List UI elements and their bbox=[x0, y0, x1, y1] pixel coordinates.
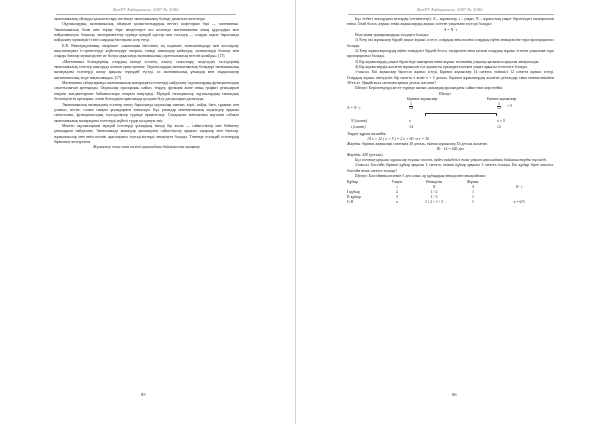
pipes-subheader-2: N bbox=[432, 185, 436, 190]
table-row-1-col-3: 1 bbox=[472, 190, 474, 195]
table-row-1-col-1: 2 bbox=[396, 190, 398, 195]
pipes-header-1: Уақыт bbox=[391, 180, 403, 185]
pipes-header-3: Жұмыс bbox=[466, 180, 480, 185]
example-1-text: 1-мысал. Екі жұмыскер бірлесіп жұмыс істеді. Бірінші жұмыскер 14 сағатта, екіншісі 12 сағатта жұмыс істеді. Олардың жұмыс өнімділігі бір сағатта x және x + 5 деталь. Бірінші жұмыскердің жасаған детальдар саны екіншісінікінен 30-ға аз. Әрқайсысы сағатына қанша деталь жасаған? bbox=[347, 70, 554, 86]
left-header-rule bbox=[56, 14, 236, 15]
left-paragraph-4: «Математика білімдерінің, олардың ішінде есептеу, өлшеу, салыстыру, модельдеу тәсілдерінің экономикалық есептер шығаруда алатын орны ерекше. Оқушылардың математикалық білімдері экономикалық мазмұндағы есептерді шешу арқылы тереңдей түседі, ал экономикалық ұғымдар мен заңдылықтар математикалық тілде нақтыланады» [17]. bbox=[54, 59, 239, 80]
right-paragraph-7: Бұл есептер арқылы оқушылар жұмыс көлемі, еңбек өнімділігі және уақыт арасындағы байланыстарды түсінеді. bbox=[355, 157, 548, 162]
left-paragraph-6: Экономикалық мазмұндағы есептер шешу барысында оқушылар шығын, кіріс, пайда, баға, сұраныс пен ұсыныс, несие, салым сияқты ұғымдармен танысады. Бұл ұғымдар математикалық модельдер арқылы сипатталып, функционалдық тәуелділіктер түрінде өрнектеледі. Сондықтан математика мұғалімі сабақта экономикалық мазмұндағы есептерді жүйелі түрде қолдануы тиіс. bbox=[54, 102, 239, 123]
list-item-1: 1) Егер екі жұмыскер бірдей уақыт жұмыс істесе, олардың өнім көлемі олардың еңбек өнімділігіне тура пропорционал болады. bbox=[347, 38, 554, 48]
pipes-header-0: Құбыр bbox=[347, 180, 359, 185]
pipes-table bbox=[347, 180, 554, 205]
solution-intro: Шешуі: Берілгендерді кесте түрінде жазып, жиындар арасындағы сәйкестікті көрсетейік: bbox=[355, 86, 504, 91]
table-row-3-col-2: 1 / 2 + 1 / 3 bbox=[425, 200, 443, 205]
list-item-2: 2) Егер жұмыскерлердің еңбек өнімділігі бірдей болса, өндірілген өнім көлемі олардың жұмыс істеген уақытына тура пропорционал болады. bbox=[347, 49, 554, 59]
mapping-t-label: t (сағат) bbox=[351, 124, 366, 129]
example-2-text: 2-мысал. Бассейн бірінші құбыр арқылы 2 сағатта, екінші құбыр арқылы 3 сағатта толады. Екі құбыр бірге ашылса, бассейн неше сағатта толады? bbox=[347, 163, 554, 173]
book-spine bbox=[295, 0, 296, 424]
table-row-2-col-1: 3 bbox=[396, 195, 398, 200]
mapping-plus-5: + 5 bbox=[507, 103, 513, 108]
table-row-1-col-2: 1 / 2 bbox=[430, 190, 438, 195]
pipes-subheader-3: A bbox=[471, 185, 475, 190]
correspondence-diagram bbox=[347, 92, 554, 142]
pipes-subheader-4: N · t bbox=[515, 185, 523, 190]
left-paragraph-3: Е.В. Виноградованың пікірінше: «экономика негізінен, ең алдымен, тыныштандыру мен жоспарлау мақсатындағы іс-әрекеттерді жүйелендіре отырып, тиімді шешімдер қабылдау, нәтижелерді болжау мен оларды бағалау мүмкіндігіне ие болуы арқасында экономикалық сауаттылықтың негізін қалайды» [17]. bbox=[54, 43, 239, 59]
equation-main: 14 x + 12 ( x + 5 ) = 2 x + 60 ⇒ x = 30 bbox=[367, 136, 429, 141]
mapping-x: x bbox=[409, 118, 411, 123]
pipes-subheader-1: t bbox=[396, 185, 398, 190]
left-page bbox=[0, 0, 292, 424]
left-page-number: 85 bbox=[141, 392, 146, 397]
mapping-t2: 12 bbox=[497, 124, 501, 129]
mapping-x-plus-5: x + 5 bbox=[497, 118, 506, 123]
list-item-3: 3) Бір жұмыскердің уақыт бірлігінде шығарған өнімі жұмыс көлемінің уақытқа қатынасы арқылы анықталады. bbox=[355, 59, 540, 64]
answer-paragraph: Жауабы: бірінші жұмыскер сағатына 30 деталь, екінші жұмыскер 35 деталь жасаған. bbox=[347, 141, 488, 146]
right-page-body bbox=[347, 17, 554, 205]
mapping-bracket bbox=[425, 113, 497, 116]
mapping-fraction-2: $\frac{1}{12}$ bbox=[497, 101, 501, 111]
right-page bbox=[300, 0, 600, 424]
formula-a-nt: A = N · t bbox=[443, 27, 458, 32]
list-item-4: 4) Бір жұмыскердің жасаған жұмысын сол жұмысты орындауға кеткен уақыт арқылы есептеуге болады. bbox=[355, 65, 528, 70]
table-row-2-col-2: 1 / 3 bbox=[430, 195, 438, 200]
left-paragraph-1: экономикалық ойлауды қалыптастыру негізінде экономикалық білімді дамытуға жетелеуде. bbox=[54, 17, 206, 21]
left-running-header: ҚазҰУ Хабаршысы. 2007 № 3(46) bbox=[113, 7, 179, 12]
mapping-n-label: N (сағат) bbox=[351, 118, 368, 123]
left-page-body bbox=[54, 17, 239, 151]
right-paragraph-1: Бұл тізбегі аталардағы кезеңдер (сегменттер): A – жұмыскер, t – уақыт, N – жұмыстың уақыт бірлігіндегі шығарылған өнімі. Олай болса, жұмыс өнімі жұмыскердің жұмыс істеген уақытына тәуелді болады: bbox=[347, 17, 554, 27]
table-row-3-col-0: І+ІІ bbox=[347, 200, 354, 205]
right-paragraph-2: Енді мына тұжырымдарды талдауға болады: bbox=[355, 33, 429, 38]
right-running-header: ҚазҰУ Хабаршысы. 2007 № 3(46) bbox=[417, 7, 483, 12]
left-table-title: Жұмыскер және өнім көлемі арасындағы байланысты анықтау bbox=[92, 145, 201, 150]
equation-intro: Теңдеу құрып шешейік: bbox=[347, 131, 387, 136]
left-paragraph-5: Математика сабақтарында экономикалық мазмұндағы есептерді пайдалану оқушылардың функционалдық сауаттылығын арттырады. Оқушылар пропорция, пайыз, теңдеу, функция және оның графигі ұғымдарын өмірлік жағдаяттармен байланыстыра отырып меңгереді. Мұндай тапсырмалар оқушылардың танымдық белсенділігін арттырып, алған білімдерін практикада қолдана білу дағдыларын дамытады. bbox=[54, 81, 239, 102]
answer-final: Жауабы: 420 (деталь). bbox=[347, 152, 384, 157]
pipes-header-2: Өнімділік bbox=[425, 180, 443, 185]
example-2-solution: Шешуі: Бассейннің көлемін 1 деп алып, әр құбырдың өнімділігін анықтаймыз: bbox=[355, 173, 486, 178]
mapping-fraction-1: $\frac{1}{14}$ bbox=[409, 101, 413, 111]
mapping-worker-2: Екінші жұмыскер bbox=[487, 96, 517, 101]
mapping-worker-1: Бірінші жұмыскер bbox=[407, 96, 438, 101]
mapping-t1: 14 bbox=[409, 124, 413, 129]
table-row-2-col-0: ІІ құбыр bbox=[347, 195, 361, 200]
left-paragraph-7: Мектеп оқушыларына мұндай есептерді ұсынудың тиімді бір жолы — сәйкестіктер мен бейнелеу ұғымдарын пайдалану. Экономикада жиындар арасындағы сәйкестіктер арқылы тауарлар мен бағалар, жұмысшылар мен өнім көлемі арасындағы тәуелділіктерді анықтауға болады. Төменде осындай есептердің бірнешеуі келтірілген. bbox=[54, 123, 239, 144]
right-header-rule bbox=[348, 14, 554, 15]
mapping-header: Шешуі bbox=[439, 91, 451, 96]
mapping-a-label: A = N · t bbox=[347, 105, 361, 110]
table-row-3-col-4: x = 6/5 bbox=[513, 200, 525, 205]
left-paragraph-2: Оқушылардың экономикалық ойлауын қалыптастырудың негізгі шарттарын бірі — математика. Экономикалық білім мен теріңе бере міндеттерге кез келгенде математиканы оның құралдары мен пайдаланылуы, бақылау, эксперименттер түрінде қандай әдістер мен тәсілдер — оларды оқыту барысында пайдалану мүмкіндігі тіпті олардың бастауына әсер етеді. bbox=[54, 22, 239, 43]
table-row-2-col-3: 1 bbox=[472, 195, 474, 200]
table-row-1-col-0: І құбыр bbox=[347, 190, 360, 195]
answer-computation: 30 · 14 = 420 дет. bbox=[436, 147, 465, 152]
table-row-3-col-3: 1 bbox=[472, 200, 474, 205]
table-row-3-col-1: x bbox=[396, 200, 398, 205]
right-page-number: 86 bbox=[452, 392, 457, 397]
